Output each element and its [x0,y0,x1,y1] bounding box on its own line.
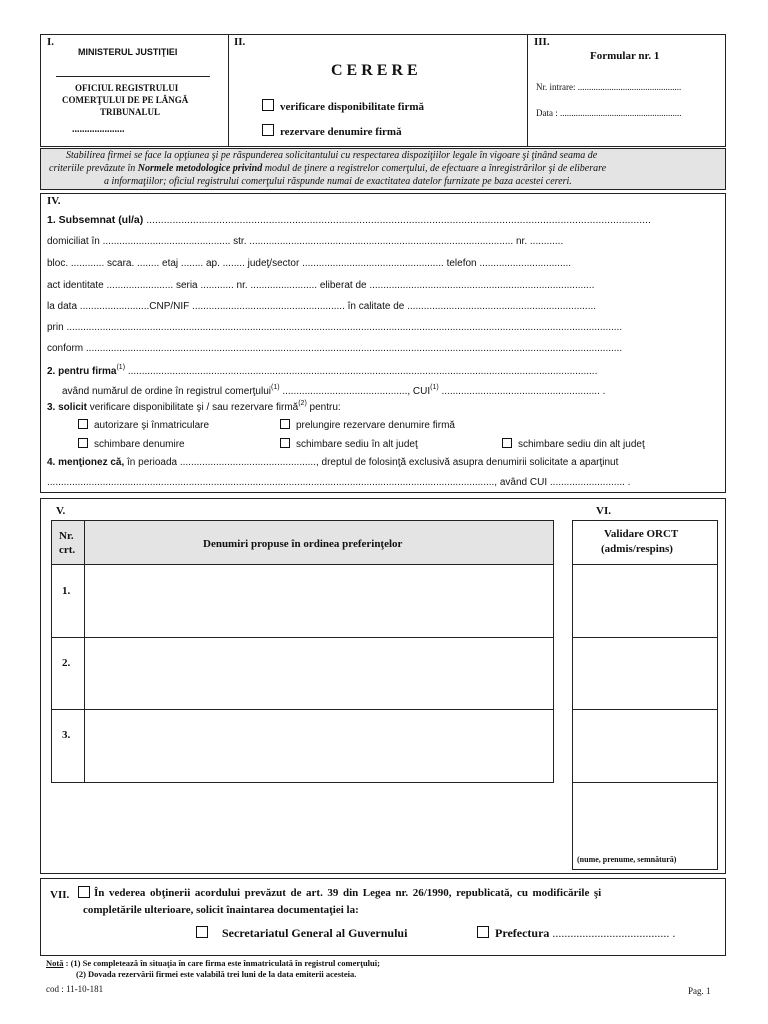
solicit-end: pentru: [306,402,341,413]
section-vi-label: VI. [596,505,611,517]
option-schimbare-denumire-label: schimbare denumire [94,439,185,450]
col-nr-label: Nr. [59,530,74,542]
names-header-line [51,564,554,565]
notice-line-1: Stabilirea firmei se face la opţiunea şi pe răspunderea solicitantului cu respectarea dispoziţiilor legale în vigoare şi ţinând seama de [66,150,598,161]
numar-ordine-label: având numărul de ordine în registrul comerţului [62,386,271,397]
office-line-3: TRIBUNALUL [100,107,161,117]
acord-text-line-2: completările ulterioare, solicit înaintarea documentaţiei la: [83,904,359,916]
numar-ordine-sup: (1) [271,384,280,391]
option-autorizare[interactable] [78,419,209,431]
section-i-label: I. [47,36,55,48]
option-prefectura[interactable] [477,926,675,941]
pentru-firma-dots: ......................................................................................................................................................................... [127,366,598,377]
option-secretariat[interactable] [196,926,407,941]
numar-ordine-row[interactable] [62,384,605,397]
option-verificare-label: verificare disponibilitate firmă [280,101,424,113]
form-title: C E R E R E [331,62,418,79]
solicit-label: 3. solicit [47,402,88,413]
validation-row-line-1 [572,637,718,638]
checkbox-prelungire[interactable] [280,419,290,429]
option-autorizare-label: autorizare şi înmatriculare [94,420,210,431]
cui-sup: (1) [430,384,439,391]
option-sediu-din[interactable] [502,438,645,450]
notice-line-2 [49,163,606,174]
checkbox-rezervare[interactable] [262,124,274,136]
nr-intrare-field[interactable]: Nr. intrare: .............................................. [536,82,682,92]
signature-cell[interactable] [573,784,717,854]
option-sediu-din-label: schimbare sediu din alt judeţ [518,439,645,450]
validation-cell-3[interactable] [573,711,717,781]
act-identitate-row[interactable]: act identitate ........................ seria ............ nr. ........................ eliberat de ................................................................................. [47,280,595,291]
checkbox-prefectura[interactable] [477,926,489,938]
page-number: Pag. 1 [688,986,711,996]
name-input-2[interactable] [86,639,552,708]
row-1-number: 1. [62,585,71,597]
section-iii-label: III. [534,36,550,48]
option-verificare[interactable] [262,99,424,113]
ministry-name: MINISTERUL JUSTIŢIEI [78,47,178,57]
section-v-label: V. [56,505,66,517]
subsemnat-row[interactable] [47,214,651,226]
name-input-1[interactable] [86,566,552,636]
notice-line-3: a informaţiilor; oficiul registrului comerţului răspunde numai de exactitatea datelor furnizate pe baza acestei cereri. [104,176,572,187]
avand-cui-row[interactable]: ................................................................................................................................................................., având CUI ........................... . [47,477,631,488]
subsemnat-label: 1. Subsemnat (ul/a) [47,214,144,226]
pentru-firma-sup: (1) [116,364,126,371]
option-prelungire[interactable] [280,419,455,431]
section-ii-label: II. [234,36,246,48]
checkbox-verificare[interactable] [262,99,274,111]
solicit-row [47,400,341,413]
adresa-row[interactable]: bloc. ............ scara. ........ etaj ........ ap. ........ judeţ/sector ................................................... telefon ................................. [47,258,572,269]
solicit-text: verificare disponibilitate şi / sau rezervare firmă [87,402,299,413]
office-line-1: OFICIUL REGISTRULUI [75,83,179,93]
names-col-divider [84,520,85,783]
domiciliu-row[interactable]: domiciliat în .............................................. str. ............................................................................................... nr. ............ [47,236,564,247]
prin-row[interactable]: prin ........................................................................................................................................................................................................ [47,322,623,333]
option-secretariat-label: Secretariatul General al Guvernului [222,926,408,940]
header-divider-2 [527,34,528,147]
solicit-sup: (2) [298,400,307,407]
validation-subtitle: (admis/respins) [601,543,673,555]
col-denumiri-label: Denumiri propuse în ordinea preferinţelor [203,538,403,550]
ministry-underline [56,76,210,77]
acord-text-line-1: În vederea obţinerii acordului prevăzut de art. 39 din Legea nr. 26/1990, republicată, cu modificările şi [94,887,602,899]
option-schimbare-denumire[interactable] [78,438,185,450]
footnote-2: (2) Dovada rezervării firmei este valabilă trei luni de la data emiterii acesteia. [76,969,357,979]
cui-label: ............................................., CUI [279,386,431,397]
checkbox-sediu-din[interactable] [502,438,512,448]
row-2-number: 2. [62,657,71,669]
option-rezervare[interactable] [262,124,402,138]
option-prelungire-label: prelungire rezervare denumire firmă [296,420,455,431]
cui-dots: ......................................................... . [438,386,606,397]
checkbox-schimbare-denumire[interactable] [78,438,88,448]
validation-row-line-2 [572,709,718,710]
nota-label: Notă [46,958,64,968]
footnote-1-text: : (1) Se completează în situaţia în care firma este înmatriculată în registrul comerţului; [63,958,380,968]
header-divider-1 [228,34,229,147]
col-crt-label: crt. [59,544,76,556]
names-row-line-2 [51,709,554,710]
tribunal-dots: ..................... [72,124,125,135]
mentionez-label: 4. menţionez că, [47,457,125,468]
names-row-line-1 [51,637,554,638]
subsemnat-dots: ............................................................................................................................................................................. [146,214,651,226]
pentru-firma-row[interactable] [47,364,597,377]
notice-line-2a: criteriile prevăzute în [49,163,138,174]
pentru-firma-label: 2. pentru firma [47,366,117,377]
row-3-number: 3. [62,729,71,741]
checkbox-autorizare[interactable] [78,419,88,429]
prefectura-dots: ....................................... . [549,926,676,940]
name-input-3[interactable] [86,711,552,782]
cnp-row[interactable]: la data .........................CNP/NIF ....................................................... în calitate de .................................................................... [47,301,597,312]
validation-header-line [572,564,718,565]
option-sediu-in-label: schimbare sediu în alt judeţ [296,439,418,450]
checkbox-acord[interactable] [78,886,90,898]
validation-row-line-3 [572,782,718,783]
footnote-1 [46,958,380,968]
data-field[interactable]: Data : ...................................................... [536,108,682,118]
option-prefectura-label: Prefectura [495,926,550,940]
validation-cell-1[interactable] [573,566,717,636]
form-code: cod : 11-10-181 [46,984,104,994]
section-iv-label: IV. [47,195,61,207]
mentionez-text: în perioada ................................................., dreptul de folosinţă exclusivă asupra denumirii solicitate a aparţinut [124,457,619,468]
conform-row[interactable]: conform ................................................................................................................................................................................................. [47,343,623,354]
checkbox-secretariat[interactable] [196,926,208,938]
notice-line-2b: Normele metodologice privind [137,163,263,174]
section-vii-label: VII. [50,889,70,901]
validation-cell-2[interactable] [573,639,717,708]
option-sediu-in[interactable] [280,438,418,450]
office-line-2: COMERŢULUI DE PE LÂNGĂ [62,95,189,105]
option-rezervare-label: rezervare denumire firmă [280,126,402,138]
checkbox-sediu-in[interactable] [280,438,290,448]
validation-title: Validare ORCT [604,528,679,540]
form-number: Formular nr. 1 [590,50,660,62]
signature-caption: (nume, prenume, semnătură) [577,855,677,864]
mentionez-row[interactable] [47,457,618,468]
notice-line-2c: modul de ţinere a registrelor comerţului, de efectuare a înregistrărilor şi de eliberare [262,163,607,174]
